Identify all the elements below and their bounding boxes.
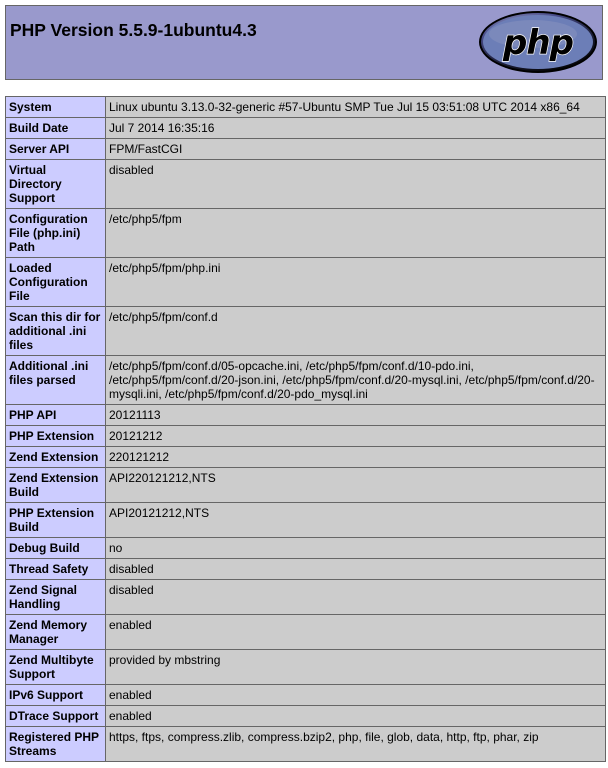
page-title: PHP Version 5.5.9-1ubuntu4.3 (10, 20, 257, 40)
table-row (6, 405, 606, 426)
row-label: Server API (6, 139, 106, 160)
row-label: PHP Extension Build (6, 503, 106, 538)
row-label: Zend Memory Manager (6, 615, 106, 650)
row-value: 220121212 (106, 447, 606, 468)
php-logo-icon (478, 10, 598, 74)
row-label: Thread Safety (6, 559, 106, 580)
table-row (6, 615, 606, 650)
row-value: /etc/php5/fpm (106, 209, 606, 258)
row-value: /etc/php5/fpm/conf.d/05-opcache.ini, /etc/php5/fpm/conf.d/10-pdo.ini, /etc/php5/fpm/conf.d/20-json.ini, /etc/php5/fpm/conf.d/20-mysql.ini, /etc/php5/fpm/conf.d/20-mysqli.ini, /etc/php5/fpm/conf.d/20-pdo_mysql.ini (106, 356, 606, 405)
row-label: Virtual Directory Support (6, 160, 106, 209)
row-value: https, ftps, compress.zlib, compress.bzip2, php, file, glob, data, http, ftp, phar, zip (106, 727, 606, 762)
row-label: Debug Build (6, 538, 106, 559)
row-value: enabled (106, 685, 606, 706)
row-label: Additional .ini files parsed (6, 356, 106, 405)
table-row (6, 447, 606, 468)
row-label: Build Date (6, 118, 106, 139)
row-value: API20121212,NTS (106, 503, 606, 538)
table-row (6, 160, 606, 209)
table-row (6, 503, 606, 538)
row-value: 20121212 (106, 426, 606, 447)
table-row (6, 258, 606, 307)
row-label: Scan this dir for additional .ini files (6, 307, 106, 356)
php-logo-text: php (503, 23, 573, 63)
row-value: Jul 7 2014 16:35:16 (106, 118, 606, 139)
row-label: Loaded Configuration File (6, 258, 106, 307)
row-label: Zend Extension (6, 447, 106, 468)
table-row (6, 139, 606, 160)
table-row (6, 468, 606, 503)
table-row (6, 727, 606, 762)
row-value: Linux ubuntu 3.13.0-32-generic #57-Ubuntu SMP Tue Jul 15 03:51:08 UTC 2014 x86_64 (106, 97, 606, 118)
table-row (6, 650, 606, 685)
row-label: DTrace Support (6, 706, 106, 727)
row-value: no (106, 538, 606, 559)
table-row (6, 559, 606, 580)
row-value: provided by mbstring (106, 650, 606, 685)
php-logo-link[interactable] (478, 10, 598, 79)
row-label: PHP API (6, 405, 106, 426)
row-label: IPv6 Support (6, 685, 106, 706)
row-value: /etc/php5/fpm/php.ini (106, 258, 606, 307)
table-row (6, 307, 606, 356)
table-row (6, 538, 606, 559)
table-row (6, 706, 606, 727)
table-row (6, 426, 606, 447)
php-info-header (5, 5, 603, 80)
table-row (6, 580, 606, 615)
row-label: System (6, 97, 106, 118)
row-label: Registered PHP Streams (6, 727, 106, 762)
row-value: API220121212,NTS (106, 468, 606, 503)
row-value: enabled (106, 615, 606, 650)
php-info-table (5, 96, 606, 762)
table-row (6, 118, 606, 139)
row-label: Configuration File (php.ini) Path (6, 209, 106, 258)
row-label: Zend Signal Handling (6, 580, 106, 615)
row-value: FPM/FastCGI (106, 139, 606, 160)
table-row (6, 356, 606, 405)
row-value: /etc/php5/fpm/conf.d (106, 307, 606, 356)
row-value: disabled (106, 559, 606, 580)
row-label: Zend Extension Build (6, 468, 106, 503)
row-value: enabled (106, 706, 606, 727)
table-row (6, 209, 606, 258)
php-info-table-body (6, 97, 606, 762)
row-label: PHP Extension (6, 426, 106, 447)
row-label: Zend Multibyte Support (6, 650, 106, 685)
table-row (6, 97, 606, 118)
row-value: disabled (106, 160, 606, 209)
row-value: disabled (106, 580, 606, 615)
row-value: 20121113 (106, 405, 606, 426)
table-row (6, 685, 606, 706)
